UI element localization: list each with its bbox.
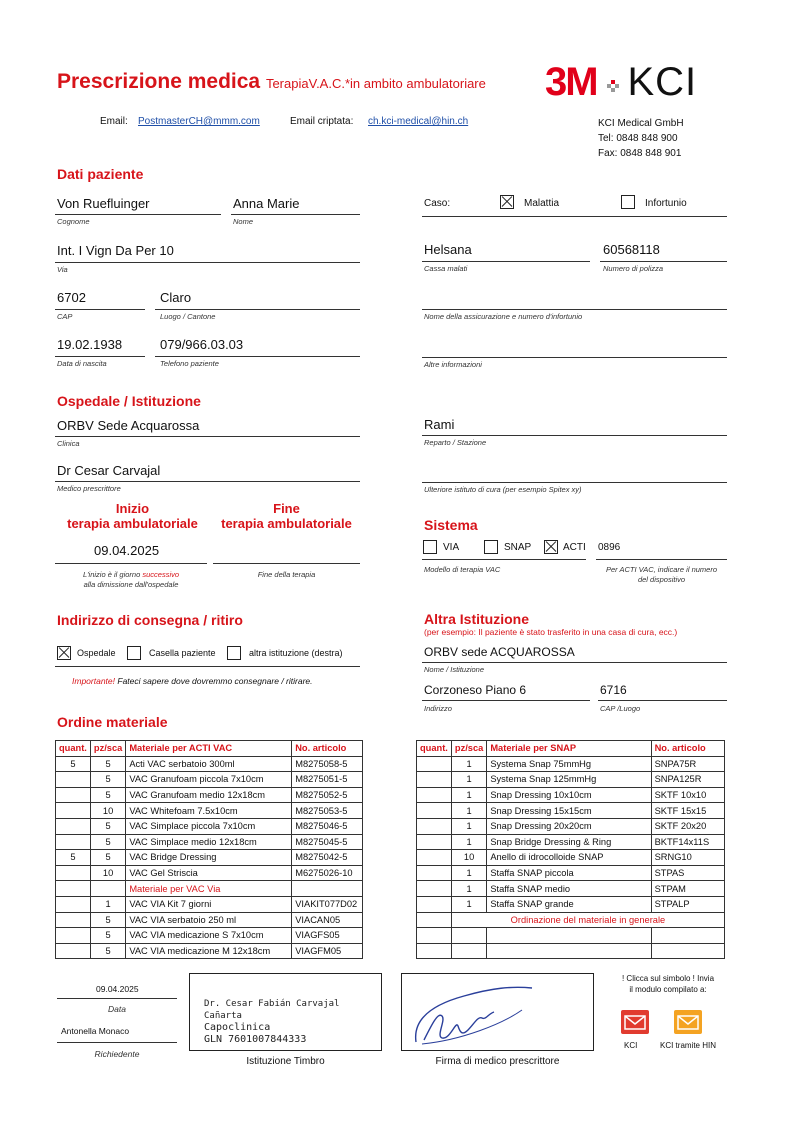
table-header-cell: quant. <box>56 741 91 757</box>
table-row <box>417 818 725 834</box>
system-acti-checkbox[interactable] <box>544 540 558 554</box>
logo-kci: KCI <box>627 60 698 104</box>
policy-label: Numero di polizza <box>603 264 664 273</box>
delivery-mailbox-checkbox[interactable] <box>127 646 141 660</box>
case-accident-label: Infortunio <box>645 198 687 209</box>
requester-label: Richiedente <box>94 1049 140 1059</box>
stamp-label: Istituzione Timbro <box>246 1056 325 1067</box>
table-cell[interactable]: VAC Simplace medio 12x18cm <box>126 834 292 850</box>
table-cell[interactable]: 5 <box>90 928 125 944</box>
table-cell[interactable]: 5 <box>56 850 91 866</box>
acti-material-table <box>55 740 363 959</box>
table-cell[interactable]: 1 <box>451 818 486 834</box>
other-institution-address-label: Indirizzo <box>424 704 452 713</box>
patient-dob[interactable]: 19.02.1938 <box>57 337 123 352</box>
table-cell[interactable]: SKTF 20x20 <box>651 818 724 834</box>
section-order: Ordine materiale <box>57 714 168 730</box>
title-subtitle: TerapiaV.A.C.*in ambito ambulatoriare <box>265 76 486 91</box>
table-cell[interactable] <box>487 928 651 944</box>
table-cell[interactable]: 10 <box>90 803 125 819</box>
table-row <box>56 818 363 834</box>
table-cell[interactable]: M8275042-5 <box>292 850 363 866</box>
therapy-end-label: Fine della terapia <box>257 570 316 579</box>
other-institution-name-label: Nome / Istituzione <box>424 665 485 674</box>
table-cell[interactable] <box>56 787 91 803</box>
table-cell[interactable] <box>56 803 91 819</box>
institution-stamp <box>189 973 382 1051</box>
encrypted-email-link[interactable]: ch.kci-medical@hin.ch <box>368 116 469 127</box>
acti-device-number[interactable]: 0896 <box>598 542 621 553</box>
dob-label: Data di nascita <box>57 359 107 368</box>
table-cell[interactable]: M6275026-10 <box>292 865 363 881</box>
company-fax: Fax: 0848 848 901 <box>598 148 682 159</box>
company-name: KCI Medical GmbH <box>598 118 684 129</box>
table-cell[interactable]: M8275058-5 <box>292 756 363 772</box>
other-institution-name[interactable]: ORBV sede ACQUAROSSA <box>424 645 575 659</box>
signature-scribble <box>402 974 592 1049</box>
table-subheader-row <box>56 881 363 897</box>
table-cell[interactable]: 10 <box>90 865 125 881</box>
zip-label: CAP <box>57 312 73 321</box>
table-cell[interactable]: Snap Bridge Dressing & Ring <box>487 834 651 850</box>
table-cell[interactable] <box>417 787 452 803</box>
table-cell[interactable] <box>417 756 452 772</box>
system-snap-label: SNAP <box>504 542 532 553</box>
table-header-cell: Materiale per ACTI VAC <box>126 741 292 757</box>
table-cell[interactable]: 1 <box>451 787 486 803</box>
table-cell[interactable]: SNPA75R <box>651 756 724 772</box>
case-accident-checkbox[interactable] <box>621 195 635 209</box>
system-acti-label: ACTI <box>563 542 586 553</box>
case-illness-label: Malattia <box>524 198 560 209</box>
table-cell[interactable]: 5 <box>90 818 125 834</box>
table-cell[interactable] <box>417 896 452 912</box>
table-subheader: Ordinazione del materiale in generale <box>451 912 724 928</box>
table-row <box>417 896 725 912</box>
insurer[interactable]: Helsana <box>424 242 472 257</box>
patient-name[interactable]: Anna Marie <box>233 196 300 211</box>
delivery-hospital-checkbox[interactable] <box>57 646 71 660</box>
send-note: ! Clicca sul simbolo ! Invia il modulo compilato a: <box>621 974 715 994</box>
table-cell[interactable] <box>451 943 486 959</box>
patient-surname[interactable]: Von Ruefluinger <box>57 196 150 211</box>
table-cell[interactable] <box>417 865 452 881</box>
model-label: Modello di terapia VAC <box>424 565 501 574</box>
send-kci-label: KCI <box>624 1041 638 1050</box>
table-cell[interactable] <box>487 943 651 959</box>
table-subheader-row <box>417 912 725 928</box>
table-cell[interactable] <box>417 928 452 944</box>
table-cell[interactable]: Anello di idrocolloide SNAP <box>487 850 651 866</box>
section-delivery: Indirizzo di consegna / ritiro <box>57 612 243 628</box>
case-illness-checkbox[interactable] <box>500 195 514 209</box>
table-cell[interactable]: SKTF 15x15 <box>651 803 724 819</box>
phone-label: Telefono paziente <box>160 359 219 368</box>
table-cell[interactable]: M8275046-5 <box>292 818 363 834</box>
footer-date-label: Data <box>108 1004 126 1014</box>
table-cell[interactable]: Staffa SNAP medio <box>487 881 651 897</box>
snap-material-table <box>416 740 725 959</box>
table-cell[interactable] <box>56 772 91 788</box>
patient-phone[interactable]: 079/966.03.03 <box>160 337 244 352</box>
prescriber-name[interactable]: Dr Cesar Carvajal <box>57 463 161 478</box>
table-cell[interactable] <box>651 928 724 944</box>
table-cell[interactable]: 10 <box>451 850 486 866</box>
table-cell[interactable]: 1 <box>451 896 486 912</box>
envelope-icon <box>621 1010 649 1034</box>
other-institution-zip-label: CAP /Luogo <box>600 704 641 713</box>
table-header-cell: No. articolo <box>651 741 724 757</box>
delivery-hospital-label: Ospedale <box>77 648 116 658</box>
table-cell[interactable]: VAC Gel Striscia <box>126 865 292 881</box>
table-cell[interactable]: VAC VIA serbatoio 250 ml <box>126 912 292 928</box>
section-system: Sistema <box>424 517 478 533</box>
table-cell[interactable]: 1 <box>451 803 486 819</box>
table-row <box>56 834 363 850</box>
table-cell[interactable] <box>56 834 91 850</box>
table-cell[interactable]: VIAKIT077D02 <box>292 896 363 912</box>
table-row <box>56 943 363 959</box>
send-kci-email-icon[interactable] <box>621 1010 649 1034</box>
stamp-doctor: Dr. Cesar Fabián Carvajal Cañarta <box>204 999 340 1021</box>
other-institution-example: (per esempio: Il paziente è stato trasferito in una casa di cura, ecc.) <box>424 627 678 637</box>
table-cell[interactable] <box>417 881 452 897</box>
therapy-start-date[interactable]: 09.04.2025 <box>94 543 160 558</box>
table-cell[interactable]: VAC Whitefoam 7.5x10cm <box>126 803 292 819</box>
table-row <box>417 772 725 788</box>
table-cell[interactable] <box>417 850 452 866</box>
other-institution-address[interactable]: Corzoneso Piano 6 <box>424 683 527 697</box>
table-row <box>56 787 363 803</box>
case-label: Caso: <box>424 198 451 209</box>
delivery-mailbox-label: Casella paziente <box>149 648 216 658</box>
signature-label: Firma di medico prescrittore <box>435 1056 560 1067</box>
table-cell[interactable]: VIAGFM05 <box>292 943 363 959</box>
table-cell[interactable] <box>417 834 452 850</box>
therapy-start-title: Inizio terapia ambulatoriale <box>67 501 198 531</box>
table-cell[interactable]: 5 <box>90 834 125 850</box>
table-cell[interactable]: VAC Simplace piccola 7x10cm <box>126 818 292 834</box>
table-cell[interactable]: 5 <box>90 943 125 959</box>
table-cell[interactable]: Snap Dressing 10x10cm <box>487 787 651 803</box>
logo-plus-icon <box>607 80 619 92</box>
table-header-cell: pz/sca <box>90 741 125 757</box>
table-cell[interactable]: 1 <box>451 881 486 897</box>
table-header-cell: No. articolo <box>292 741 363 757</box>
patient-zip[interactable]: 6702 <box>57 290 86 305</box>
delivery-other-label: altra istituzione (destra) <box>249 648 343 658</box>
table-cell[interactable]: VIAGFS05 <box>292 928 363 944</box>
table-row <box>417 787 725 803</box>
table-cell[interactable]: STPAM <box>651 881 724 897</box>
table-cell[interactable]: M8275045-5 <box>292 834 363 850</box>
brand-logo <box>545 60 697 105</box>
table-cell[interactable]: 1 <box>451 865 486 881</box>
table-cell[interactable]: SKTF 10x10 <box>651 787 724 803</box>
table-cell[interactable]: BKTF14x11S <box>651 834 724 850</box>
table-cell[interactable]: 5 <box>90 787 125 803</box>
logo-3m: 3M <box>545 60 597 104</box>
table-row <box>56 912 363 928</box>
stamp-role: Capoclinica <box>204 1022 271 1033</box>
further-institute-label: Ulteriore istituto di cura (per esempio Spitex xy) <box>424 485 582 494</box>
table-cell[interactable] <box>417 912 452 928</box>
surname-label: Cognome <box>57 217 90 226</box>
table-cell[interactable] <box>90 881 125 897</box>
insurer-label: Cassa malati <box>424 264 468 273</box>
table-cell[interactable] <box>56 881 91 897</box>
table-cell[interactable]: 5 <box>56 756 91 772</box>
city-label: Luogo / Cantone <box>160 312 216 321</box>
table-header-cell: quant. <box>417 741 452 757</box>
table-cell[interactable] <box>56 943 91 959</box>
therapy-end-title: Fine terapia ambulatoriale <box>221 501 352 531</box>
table-cell[interactable]: 1 <box>90 896 125 912</box>
table-cell[interactable] <box>56 928 91 944</box>
table-cell[interactable]: M8275051-5 <box>292 772 363 788</box>
table-cell[interactable]: M8275052-5 <box>292 787 363 803</box>
encrypted-email-label: Email criptata: <box>290 116 354 127</box>
table-row <box>56 928 363 944</box>
system-snap-checkbox[interactable] <box>484 540 498 554</box>
street-label: Via <box>57 265 68 274</box>
title-main: Prescrizione medica <box>57 70 261 93</box>
table-header-cell: pz/sca <box>451 741 486 757</box>
table-cell[interactable]: VAC VIA medicazione S 7x10cm <box>126 928 292 944</box>
table-cell[interactable]: 5 <box>90 772 125 788</box>
send-hin-email-icon[interactable] <box>674 1010 702 1034</box>
table-row <box>417 850 725 866</box>
table-cell[interactable]: SNPA125R <box>651 772 724 788</box>
table-header-cell: Materiale per SNAP <box>487 741 651 757</box>
ward-name[interactable]: Rami <box>424 417 455 432</box>
table-cell[interactable]: 5 <box>90 850 125 866</box>
envelope-icon <box>674 1010 702 1034</box>
table-cell[interactable]: SRNG10 <box>651 850 724 866</box>
table-cell[interactable]: 5 <box>90 912 125 928</box>
table-row <box>56 896 363 912</box>
table-cell[interactable]: VAC Granufoam piccola 7x10cm <box>126 772 292 788</box>
other-info-label: Altre informazioni <box>424 360 482 369</box>
table-cell[interactable]: 1 <box>451 756 486 772</box>
email-label: Email: <box>100 116 128 127</box>
table-cell[interactable]: Staffa SNAP piccola <box>487 865 651 881</box>
table-cell[interactable]: Acti VAC serbatoio 300ml <box>126 756 292 772</box>
table-cell[interactable]: Systema Snap 75mmHg <box>487 756 651 772</box>
requester-name[interactable]: Antonella Monaco <box>61 1026 130 1036</box>
section-patient: Dati paziente <box>57 166 144 182</box>
table-cell[interactable]: Snap Dressing 20x20cm <box>487 818 651 834</box>
table-cell[interactable]: VAC Bridge Dressing <box>126 850 292 866</box>
section-hospital: Ospedale / Istituzione <box>57 393 201 409</box>
clinic-label: Clinica <box>57 439 80 448</box>
insurance-accident-label: Nome della assicurazione e numero d'infortunio <box>424 312 583 321</box>
therapy-start-note: L'inizio è il giorno successivo alla dimissione dall'ospedale <box>82 570 180 589</box>
table-cell[interactable]: 1 <box>451 834 486 850</box>
table-cell[interactable] <box>417 772 452 788</box>
table-cell[interactable]: 5 <box>90 756 125 772</box>
system-via-checkbox[interactable] <box>423 540 437 554</box>
clinic-name[interactable]: ORBV Sede Acquarossa <box>57 418 200 433</box>
prescriber-label: Medico prescrittore <box>57 484 121 493</box>
table-cell[interactable]: Staffa SNAP grande <box>487 896 651 912</box>
table-cell[interactable]: STPALP <box>651 896 724 912</box>
table-cell[interactable]: Snap Dressing 15x15cm <box>487 803 651 819</box>
delivery-note: Importante! Fateci sapere dove dovremmo consegnare / ritirare. <box>72 676 313 686</box>
table-cell[interactable]: VIACAN05 <box>292 912 363 928</box>
footer-date[interactable]: 09.04.2025 <box>96 984 139 994</box>
patient-street[interactable]: Int. I Vign Da Per 10 <box>57 243 174 258</box>
table-cell[interactable]: VAC VIA medicazione M 12x18cm <box>126 943 292 959</box>
table-cell[interactable] <box>292 881 363 897</box>
table-row <box>56 772 363 788</box>
table-row <box>417 943 725 959</box>
table-cell[interactable] <box>651 943 724 959</box>
policy-number[interactable]: 60568118 <box>603 242 660 257</box>
table-cell[interactable] <box>417 818 452 834</box>
section-other-institution: Altra Istituzione <box>424 611 530 627</box>
table-row <box>56 756 363 772</box>
company-tel: Tel: 0848 848 900 <box>598 133 678 144</box>
send-hin-label: KCI tramite HIN <box>660 1041 717 1050</box>
table-row <box>417 881 725 897</box>
table-row <box>417 865 725 881</box>
table-row <box>56 850 363 866</box>
table-cell[interactable]: 1 <box>451 772 486 788</box>
table-cell[interactable]: VAC Granufoam medio 12x18cm <box>126 787 292 803</box>
table-cell[interactable]: Systema Snap 125mmHg <box>487 772 651 788</box>
table-cell[interactable] <box>56 865 91 881</box>
table-cell[interactable] <box>417 803 452 819</box>
table-cell[interactable]: M8275053-5 <box>292 803 363 819</box>
table-cell[interactable] <box>56 896 91 912</box>
table-cell[interactable]: STPAS <box>651 865 724 881</box>
device-note: Per ACTI VAC, indicare il numero del dispositivo <box>605 565 717 584</box>
table-row <box>56 803 363 819</box>
email-link[interactable]: PostmasterCH@mmm.com <box>138 116 260 127</box>
patient-city[interactable]: Claro <box>160 290 192 305</box>
table-row <box>56 865 363 881</box>
table-cell[interactable] <box>56 818 91 834</box>
system-via-label: VIA <box>443 542 460 553</box>
table-cell[interactable] <box>417 943 452 959</box>
signature-box[interactable] <box>401 973 594 1051</box>
name-label: Nome <box>233 217 254 226</box>
table-cell[interactable]: VAC VIA Kit 7 giorni <box>126 896 292 912</box>
table-row <box>417 928 725 944</box>
table-subheader: Materiale per VAC Via <box>126 881 292 897</box>
form-title <box>57 70 486 94</box>
table-row <box>417 756 725 772</box>
table-cell[interactable] <box>56 912 91 928</box>
ward-label: Reparto / Stazione <box>424 438 487 447</box>
table-row <box>417 834 725 850</box>
table-cell[interactable] <box>451 928 486 944</box>
delivery-other-checkbox[interactable] <box>227 646 241 660</box>
table-row <box>417 803 725 819</box>
stamp-gln: GLN 7601007844333 <box>204 1034 307 1045</box>
other-institution-zip[interactable]: 6716 <box>600 683 627 697</box>
